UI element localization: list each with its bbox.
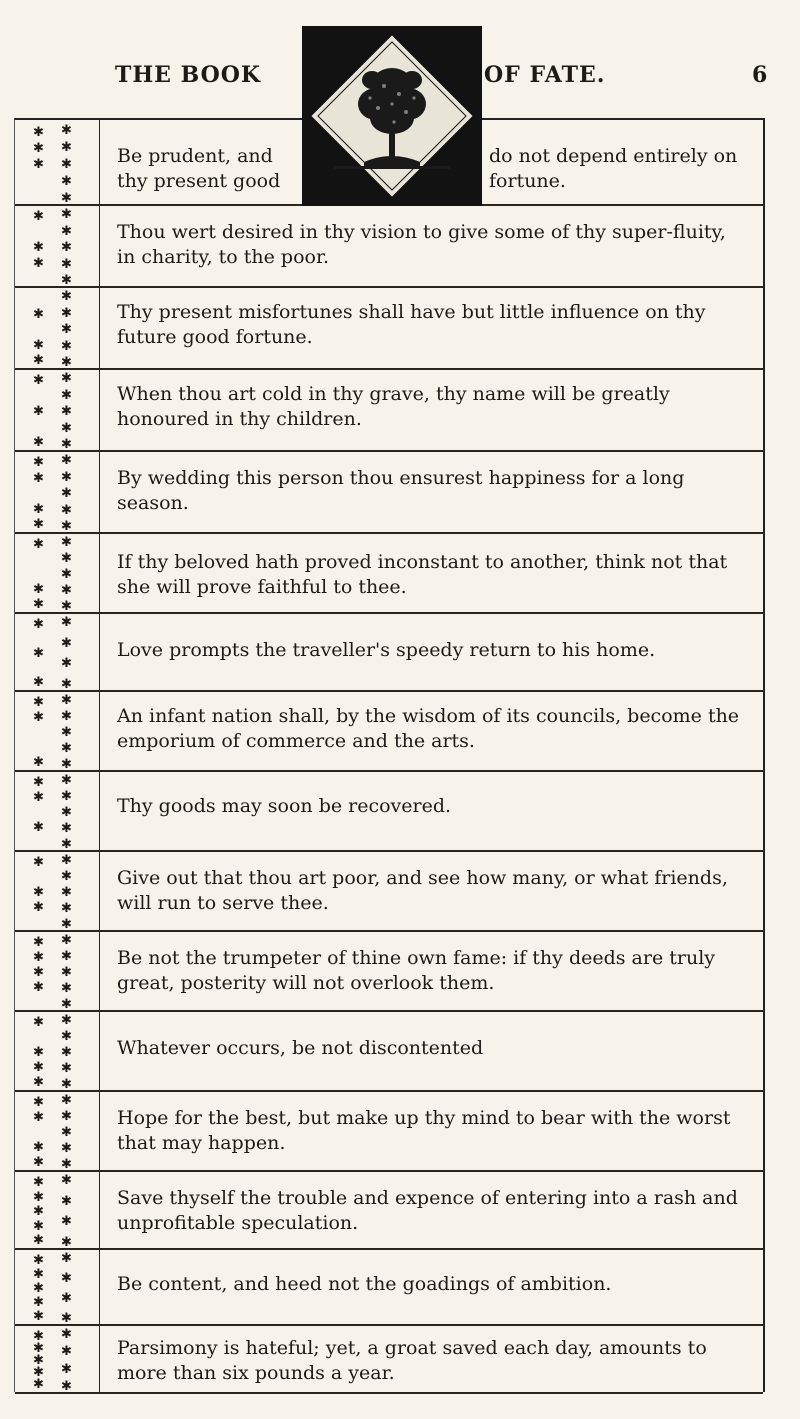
star-ornament-icon: ✱ <box>61 1344 72 1360</box>
star-ornament-icon: ✱ <box>61 805 72 820</box>
header-left-title: THE BOOK <box>115 62 262 88</box>
star-ornament-icon: ✱ <box>61 1029 72 1044</box>
star-ornament-icon: ✱ <box>33 373 44 388</box>
star-ornament-icon: ✱ <box>33 1309 44 1324</box>
oracle-text: Thy goods may soon be recovered. <box>117 795 452 817</box>
star-ornament-icon: ✱ <box>61 1013 72 1028</box>
table-row <box>15 1010 763 1092</box>
star-ornament-icon: ✱ <box>33 950 44 965</box>
star-ornament-icon: ✱ <box>61 1157 72 1172</box>
star-ornament-icon: ✱ <box>33 1189 44 1205</box>
star-ornament-icon: ✱ <box>33 646 44 661</box>
star-ornament-icon: ✱ <box>61 1311 72 1326</box>
star-ornament-icon: ✱ <box>61 821 72 836</box>
oracle-text: Be not the trumpeter of thine own fame: if thy deeds are truly great, posterity will not overlook them. <box>117 947 716 994</box>
star-ornament-icon: ✱ <box>61 615 72 630</box>
star-column <box>15 1324 100 1392</box>
star-ornament-icon: ✱ <box>61 404 72 419</box>
star-ornament-icon: ✱ <box>33 790 44 805</box>
star-ornament-icon: ✱ <box>61 1061 72 1076</box>
star-column <box>15 930 100 1010</box>
star-ornament-icon: ✱ <box>61 885 72 900</box>
star-ornament-icon: ✱ <box>61 656 72 672</box>
star-column <box>15 120 100 204</box>
star-column <box>15 1248 100 1324</box>
star-ornament-icon: ✱ <box>61 917 72 932</box>
star-ornament-icon: ✱ <box>61 355 72 370</box>
star-ornament-icon: ✱ <box>61 1173 72 1188</box>
star-ornament-icon: ✱ <box>61 453 72 468</box>
star-ornament-icon: ✱ <box>61 709 72 724</box>
star-ornament-icon: ✱ <box>61 207 72 222</box>
star-ornament-icon: ✱ <box>33 240 44 255</box>
oracle-text: Save thyself the trouble and expence of entering into a rash and unprofitable speculation. <box>117 1187 738 1234</box>
star-ornament-icon: ✱ <box>61 1093 72 1108</box>
star-ornament-icon: ✱ <box>61 1271 72 1286</box>
star-ornament-icon: ✱ <box>61 741 72 756</box>
oracle-text: By wedding this person thou ensurest happiness for a long season. <box>117 467 685 514</box>
star-ornament-icon: ✱ <box>61 371 72 386</box>
star-ornament-icon: ✱ <box>61 1251 72 1266</box>
table-row <box>15 1248 763 1326</box>
star-ornament-icon: ✱ <box>61 1214 72 1230</box>
star-ornament-icon: ✱ <box>33 1095 44 1110</box>
star-ornament-icon: ✱ <box>61 1109 72 1124</box>
oracle-text: If thy beloved hath proved inconstant to another, think not that she will prove faithful to thee. <box>117 551 728 598</box>
star-ornament-icon: ✱ <box>33 1281 44 1296</box>
tree-emblem-icon <box>302 26 482 206</box>
star-ornament-icon: ✱ <box>33 470 44 486</box>
star-ornament-icon: ✱ <box>33 337 44 353</box>
star-ornament-icon: ✱ <box>61 387 72 403</box>
table-row <box>15 690 763 772</box>
star-ornament-icon: ✱ <box>61 437 72 452</box>
star-ornament-icon: ✱ <box>33 1218 44 1234</box>
star-ornament-icon: ✱ <box>61 789 72 804</box>
star-ornament-icon: ✱ <box>33 1365 44 1380</box>
star-ornament-icon: ✱ <box>33 775 44 790</box>
star-ornament-icon: ✱ <box>33 980 44 995</box>
star-ornament-icon: ✱ <box>33 1253 44 1268</box>
oracle-text: Be content, and heed not the goadings of ambition. <box>117 1273 612 1295</box>
star-ornament-icon: ✱ <box>33 125 44 140</box>
star-ornament-icon: ✱ <box>61 997 72 1012</box>
star-column <box>15 612 100 690</box>
star-ornament-icon: ✱ <box>33 1295 44 1310</box>
oracle-text: Thy present misfortunes shall have but little influence on thy future good fortune. <box>117 301 706 348</box>
oracle-text: Love prompts the traveller's speedy return to his home. <box>117 639 656 661</box>
star-ornament-icon: ✱ <box>33 582 44 597</box>
star-ornament-icon: ✱ <box>33 1110 44 1125</box>
star-ornament-icon: ✱ <box>61 469 72 485</box>
star-ornament-icon: ✱ <box>61 757 72 772</box>
star-ornament-icon: ✱ <box>33 255 44 271</box>
star-ornament-icon: ✱ <box>61 773 72 788</box>
star-ornament-icon: ✱ <box>33 900 44 915</box>
oracle-text: Give out that thou art poor, and see how many, or what friends, will run to serve thee. <box>117 867 728 914</box>
star-ornament-icon: ✱ <box>33 710 44 725</box>
star-ornament-icon: ✱ <box>33 1267 44 1282</box>
star-ornament-icon: ✱ <box>61 191 72 206</box>
star-ornament-icon: ✱ <box>33 141 44 156</box>
star-ornament-icon: ✱ <box>33 755 44 770</box>
star-ornament-icon: ✱ <box>33 820 44 835</box>
star-ornament-icon: ✱ <box>61 551 72 566</box>
star-column <box>15 1010 100 1090</box>
star-ornament-icon: ✱ <box>61 635 72 651</box>
star-column <box>15 1170 100 1248</box>
star-ornament-icon: ✱ <box>33 1175 44 1190</box>
header-right-title: OF FATE. <box>484 62 606 88</box>
star-ornament-icon: ✱ <box>61 519 72 534</box>
star-ornament-icon: ✱ <box>33 306 44 322</box>
oracle-text: Hope for the best, but make up thy mind to bear with the worst that may happen. <box>117 1107 731 1154</box>
star-ornament-icon: ✱ <box>61 933 72 948</box>
star-column <box>15 368 100 450</box>
star-ornament-icon: ✱ <box>33 935 44 950</box>
star-ornament-icon: ✱ <box>61 1125 72 1140</box>
page-number: 6 <box>752 62 768 88</box>
star-ornament-icon: ✱ <box>61 322 72 337</box>
star-ornament-icon: ✱ <box>33 1341 44 1356</box>
star-ornament-icon: ✱ <box>33 1155 44 1170</box>
star-ornament-icon: ✱ <box>61 174 72 189</box>
star-ornament-icon: ✱ <box>33 1075 44 1090</box>
table-row <box>15 532 763 614</box>
star-ornament-icon: ✱ <box>61 223 72 239</box>
table-row <box>15 1170 763 1250</box>
star-ornament-icon: ✱ <box>61 420 72 436</box>
star-ornament-icon: ✱ <box>61 1379 72 1394</box>
star-column <box>15 450 100 532</box>
table-row <box>15 1324 763 1394</box>
star-ornament-icon: ✱ <box>33 855 44 870</box>
star-ornament-icon: ✱ <box>33 157 44 172</box>
star-column <box>15 1090 100 1170</box>
star-ornament-icon: ✱ <box>33 1140 44 1155</box>
star-ornament-icon: ✱ <box>61 677 72 692</box>
table-row <box>15 770 763 852</box>
oracle-text: Parsimony is hateful; yet, a groat saved each day, amounts to more than six pounds a year. <box>117 1337 707 1384</box>
star-ornament-icon: ✱ <box>33 537 44 552</box>
star-ornament-icon: ✱ <box>33 1233 44 1248</box>
star-ornament-icon: ✱ <box>33 1329 44 1344</box>
star-ornament-icon: ✱ <box>33 1060 44 1075</box>
oracle-table <box>14 118 765 1392</box>
star-ornament-icon: ✱ <box>33 695 44 710</box>
star-ornament-icon: ✱ <box>61 273 72 288</box>
oracle-text: Whatever occurs, be not discontented <box>117 1037 484 1059</box>
table-row <box>15 930 763 1012</box>
star-column <box>15 850 100 930</box>
star-ornament-icon: ✱ <box>61 853 72 868</box>
star-ornament-icon: ✱ <box>61 1327 72 1342</box>
star-ornament-icon: ✱ <box>61 901 72 916</box>
star-ornament-icon: ✱ <box>33 617 44 632</box>
star-ornament-icon: ✱ <box>33 455 44 470</box>
star-ornament-icon: ✱ <box>61 1235 72 1250</box>
oracle-text: Thou wert desired in thy vision to give some of thy super-fluity, in charity, to the poor. <box>117 221 726 268</box>
star-ornament-icon: ✱ <box>61 1045 72 1060</box>
star-ornament-icon: ✱ <box>61 1193 72 1209</box>
star-ornament-icon: ✱ <box>33 1045 44 1060</box>
star-ornament-icon: ✱ <box>61 256 72 272</box>
oracle-text: An infant nation shall, by the wisdom of its councils, become the emporium of commerce and the arts. <box>117 705 740 752</box>
star-ornament-icon: ✱ <box>33 885 44 900</box>
star-ornament-icon: ✱ <box>33 1353 44 1368</box>
star-ornament-icon: ✱ <box>61 1077 72 1092</box>
star-ornament-icon: ✱ <box>61 486 72 501</box>
star-ornament-icon: ✱ <box>61 1361 72 1377</box>
star-ornament-icon: ✱ <box>33 517 44 532</box>
star-column <box>15 286 100 368</box>
star-ornament-icon: ✱ <box>61 1291 72 1306</box>
star-ornament-icon: ✱ <box>61 123 72 138</box>
table-row <box>15 368 763 452</box>
star-ornament-icon: ✱ <box>61 949 72 964</box>
star-ornament-icon: ✱ <box>33 675 44 690</box>
star-ornament-icon: ✱ <box>61 965 72 980</box>
table-row <box>15 850 763 932</box>
star-ornament-icon: ✱ <box>61 338 72 354</box>
star-ornament-icon: ✱ <box>61 535 72 550</box>
star-ornament-icon: ✱ <box>61 567 72 582</box>
table-row <box>15 612 763 692</box>
star-ornament-icon: ✱ <box>61 599 72 614</box>
star-ornament-icon: ✱ <box>61 583 72 598</box>
star-ornament-icon: ✱ <box>33 965 44 980</box>
oracle-fragment-left: Be prudent, and thy present good <box>117 145 281 192</box>
table-row <box>15 286 763 370</box>
table-row <box>15 450 763 534</box>
star-ornament-icon: ✱ <box>61 240 72 255</box>
table-row <box>15 1090 763 1172</box>
star-ornament-icon: ✱ <box>61 305 72 321</box>
star-ornament-icon: ✱ <box>61 981 72 996</box>
star-ornament-icon: ✱ <box>33 501 44 517</box>
star-ornament-icon: ✱ <box>33 404 44 419</box>
star-ornament-icon: ✱ <box>33 1204 44 1219</box>
oracle-fragment-right: do not depend entirely on fortune. <box>489 145 738 192</box>
star-ornament-icon: ✱ <box>33 1377 44 1392</box>
star-ornament-icon: ✱ <box>61 725 72 740</box>
star-ornament-icon: ✱ <box>61 502 72 518</box>
star-ornament-icon: ✱ <box>61 837 72 852</box>
star-ornament-icon: ✱ <box>33 597 44 612</box>
star-column <box>15 532 100 612</box>
star-ornament-icon: ✱ <box>61 693 72 708</box>
star-ornament-icon: ✱ <box>33 209 44 224</box>
star-column <box>15 204 100 286</box>
oracle-text: When thou art cold in thy grave, thy name will be greatly honoured in thy children. <box>117 383 670 430</box>
star-ornament-icon: ✱ <box>61 140 72 155</box>
star-ornament-icon: ✱ <box>33 353 44 368</box>
star-column <box>15 690 100 770</box>
star-ornament-icon: ✱ <box>61 869 72 884</box>
star-ornament-icon: ✱ <box>61 1141 72 1156</box>
star-ornament-icon: ✱ <box>33 435 44 450</box>
star-ornament-icon: ✱ <box>61 289 72 304</box>
star-ornament-icon: ✱ <box>33 1015 44 1030</box>
star-column <box>15 770 100 850</box>
star-ornament-icon: ✱ <box>61 157 72 172</box>
table-row <box>15 204 763 288</box>
